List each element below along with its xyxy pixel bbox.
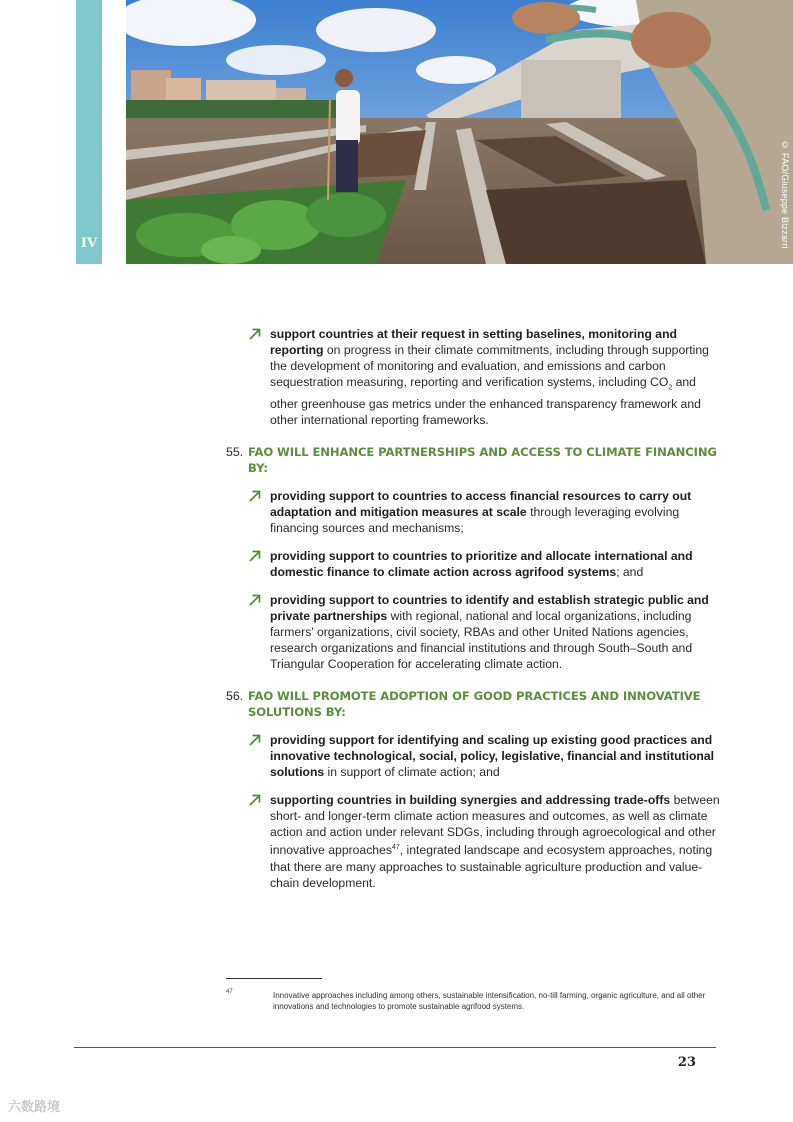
arrow-up-right-icon	[248, 489, 262, 503]
bullet-text: between short- and longer-term climate action measures and outcomes, as well as climate action and action under relevant SDGs, including through agroecological and other innovative approaches	[270, 793, 720, 858]
bullet-bold-text: support countries at their request in setting baselines, monitoring and reporting	[270, 327, 677, 357]
chapter-label: IV	[80, 236, 98, 251]
section-number: 55.	[226, 445, 244, 460]
footnote-text: Innovative approaches including among others, sustainable intensification, no-till farming, organic agriculture, and all other innovations and technologies to promote sustainable agrifood systems.	[273, 991, 706, 1011]
footnote-reference[interactable]: 47	[391, 844, 400, 852]
bullet-text: through leveraging evolving financing sources and mechanisms;	[270, 505, 680, 536]
photo-credit: © FAO/Giuseppe Bizzarri	[780, 140, 790, 249]
bullet-text: ; and	[616, 565, 644, 580]
section-title: FAO WILL ENHANCE PARTNERSHIPS AND ACCESS TO CLIMATE FINANCING BY:	[248, 445, 717, 476]
header-photo	[126, 0, 793, 264]
arrow-up-right-icon	[248, 793, 262, 807]
section-55-heading	[226, 444, 720, 476]
bullet-bold-text: providing support to countries to access financial resources to carry out adaptation and mitigation measures at scale	[270, 489, 692, 520]
list-item	[226, 792, 720, 890]
arrow-up-right-icon	[248, 549, 262, 563]
list-item	[226, 592, 720, 672]
list-item	[226, 732, 720, 780]
bullet-text-continued: , integrated landscape and ecosystem approaches, noting that there are many approaches to sustainable agriculture production and value-chain development.	[270, 843, 713, 890]
main-content	[226, 326, 720, 903]
section-title: FAO WILL PROMOTE ADOPTION OF GOOD PRACTICES AND INNOVATIVE SOLUTIONS BY:	[248, 689, 701, 720]
bullet-bold-text: providing support for identifying and scaling up existing good practices and innovative technological, social, policy, legislative, financial and institutional solutions	[270, 733, 715, 780]
list-item	[226, 326, 720, 428]
watermark: 六数路境	[8, 1100, 61, 1115]
bullet-bold-text: providing support to countries to identify and establish strategic public and private partnerships	[270, 593, 709, 624]
section-number: 56.	[226, 689, 244, 704]
bullet-text: on progress in their climate commitments, including through supporting the development of monitoring and evaluation, and emissions and carbon sequestration measuring, reporting and verification systems, including CO	[270, 343, 709, 389]
list-item	[226, 488, 720, 536]
arrow-up-right-icon	[248, 733, 262, 747]
co2-subscript: 2	[668, 384, 673, 392]
page-number: 23	[677, 1055, 696, 1070]
bullet-bold-text: providing support to countries to prioritize and allocate international and domestic finance to climate action across agrifood systems	[270, 549, 693, 580]
bullet-text-continued: and other greenhouse gas metrics under the enhanced transparency framework and other international reporting frameworks.	[270, 375, 701, 428]
footnote-divider	[226, 978, 322, 979]
arrow-up-right-icon	[248, 593, 262, 607]
list-item	[226, 548, 720, 580]
garden-photo-illustration	[126, 0, 793, 264]
chapter-tab	[76, 0, 102, 264]
bullet-text: with regional, national and local organizations, including farmers’ organizations, civil society, RBAs and other United Nations agencies, research organizations and financial institutions and through South–South and Triangular Cooperation for accelerating climate action.	[270, 609, 693, 672]
footnote-number: 47	[226, 989, 233, 995]
bullet-text: in support of climate action; and	[324, 765, 500, 780]
section-56-heading	[226, 688, 720, 720]
page-footer-divider	[74, 1047, 716, 1048]
bullet-bold-text: supporting countries in building synergies and addressing trade-offs	[270, 793, 671, 808]
arrow-up-right-icon	[248, 327, 262, 341]
